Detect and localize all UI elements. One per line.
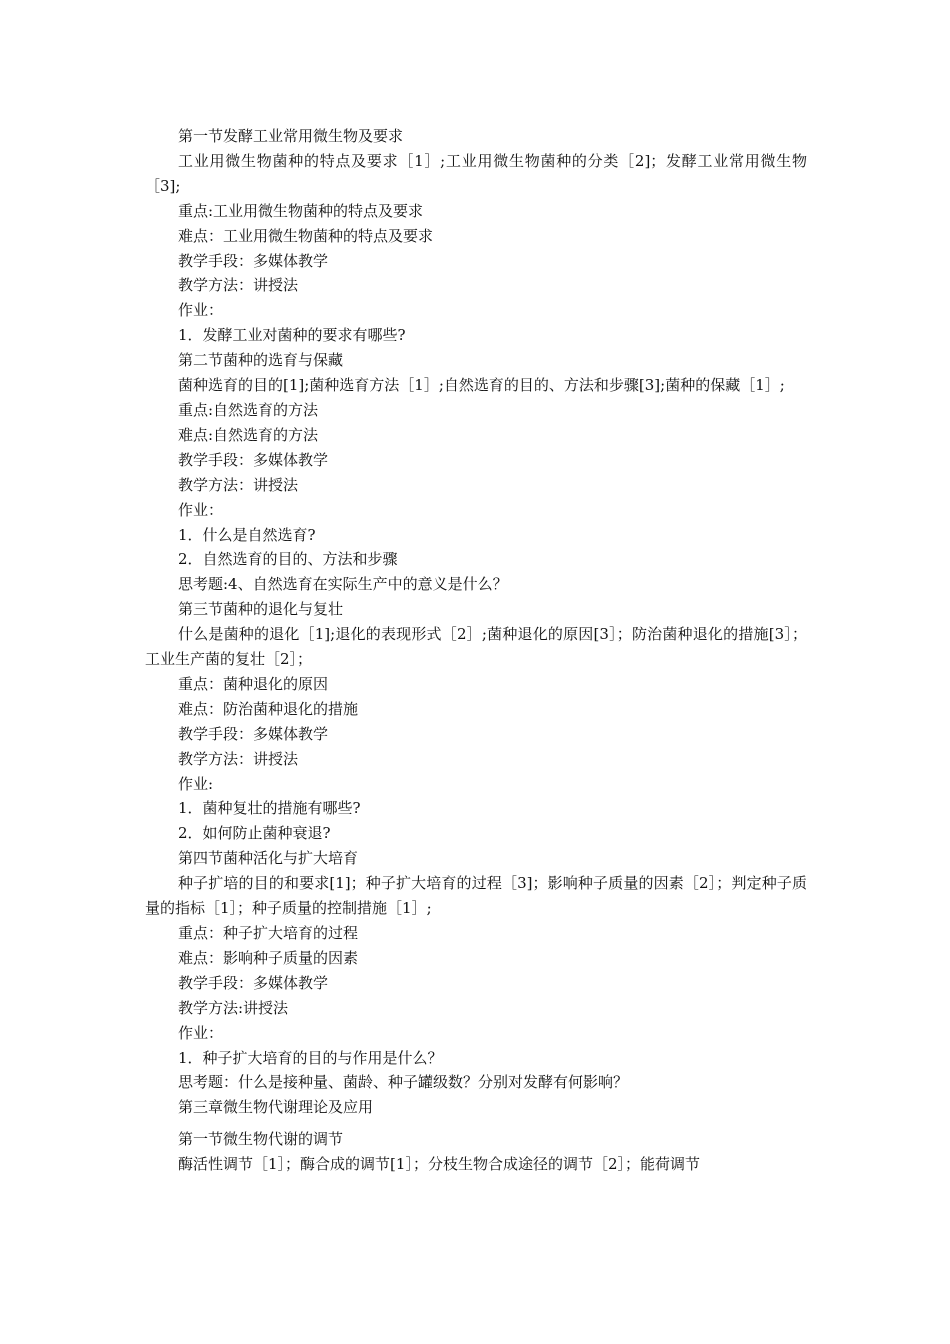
list-item: 1．菌种复壮的措施有哪些?: [178, 799, 361, 818]
section-heading: 第一节微生物代谢的调节: [178, 1130, 344, 1149]
paragraph: 酶活性调节［1］；酶合成的调节[1］；分枝生物合成途径的调节［2］；能荷调节: [178, 1155, 700, 1174]
paragraph: 菌种选育的目的[1];菌种选育方法［1］;自然选育的目的、方法和步骤[3];菌种的保藏［1］;: [178, 376, 785, 395]
paragraph: 教学手段：多媒体教学: [178, 450, 329, 469]
paragraph: 教学手段：多媒体教学: [178, 251, 329, 270]
paragraph: 教学方法：讲授法: [178, 749, 299, 768]
paragraph: 作业：: [178, 301, 224, 320]
paragraph: 难点：工业用微生物菌种的特点及要求: [178, 226, 434, 245]
section-heading: 第四节菌种活化与扩大培育: [178, 849, 359, 868]
section-heading: 第三节菌种的退化与复壮: [178, 600, 344, 619]
paragraph: 教学手段：多媒体教学: [178, 973, 329, 992]
paragraph: 难点：影响种子质量的因素: [178, 948, 359, 967]
paragraph: 重点:工业用微生物菌种的特点及要求: [178, 201, 424, 220]
list-item: 1．发酵工业对菌种的要求有哪些?: [178, 326, 406, 345]
list-item: 1．什么是自然选育?: [178, 525, 316, 544]
paragraph: 工业用微生物菌种的特点及要求［1］;工业用微生物菌种的分类［2]；发酵工业常用微生物［3];: [145, 151, 807, 195]
paragraph: 思考题：什么是接种量、菌龄、种子罐级数？分别对发酵有何影响？: [178, 1073, 629, 1092]
paragraph: 什么是菌种的退化［1];退化的表现形式［2］;菌种退化的原因[3］；防治菌种退化的措施[3］；工业生产菌的复壮［2］；: [145, 625, 807, 669]
list-item: 2．自然选育的目的、方法和步骤: [178, 550, 398, 569]
paragraph: 种子扩培的目的和要求[1]；种子扩大培育的过程［3]；影响种子质量的因素［2］；判定种子质量的指标［1］；种子质量的控制措施［1］;: [145, 874, 807, 918]
list-item: 1．种子扩大培育的目的与作用是什么？: [178, 1048, 443, 1067]
paragraph: 教学手段：多媒体教学: [178, 724, 329, 743]
paragraph: 教学方法：讲授法: [178, 276, 299, 295]
section-heading: 第二节菌种的选育与保藏: [178, 351, 344, 370]
document-body: [145, 124, 807, 1177]
chapter-heading: 第三章微生物代谢理论及应用: [178, 1098, 374, 1117]
paragraph: 作业:: [178, 774, 214, 793]
paragraph: 难点:自然选育的方法: [178, 425, 319, 444]
paragraph: 教学方法：讲授法: [178, 475, 299, 494]
paragraph: 重点:自然选育的方法: [178, 400, 319, 419]
section-heading: 第一节发酵工业常用微生物及要求: [178, 127, 404, 145]
paragraph: 重点：菌种退化的原因: [178, 674, 329, 693]
paragraph: 思考题:4、自然选育在实际生产中的意义是什么？: [178, 575, 508, 594]
list-item: 2．如何防止菌种衰退?: [178, 824, 331, 843]
paragraph: 作业：: [178, 500, 224, 519]
paragraph: 难点：防治菌种退化的措施: [178, 699, 359, 718]
paragraph: 作业：: [178, 1023, 224, 1042]
paragraph: 重点：种子扩大培育的过程: [178, 924, 359, 942]
paragraph: 教学方法:讲授法: [178, 998, 289, 1017]
